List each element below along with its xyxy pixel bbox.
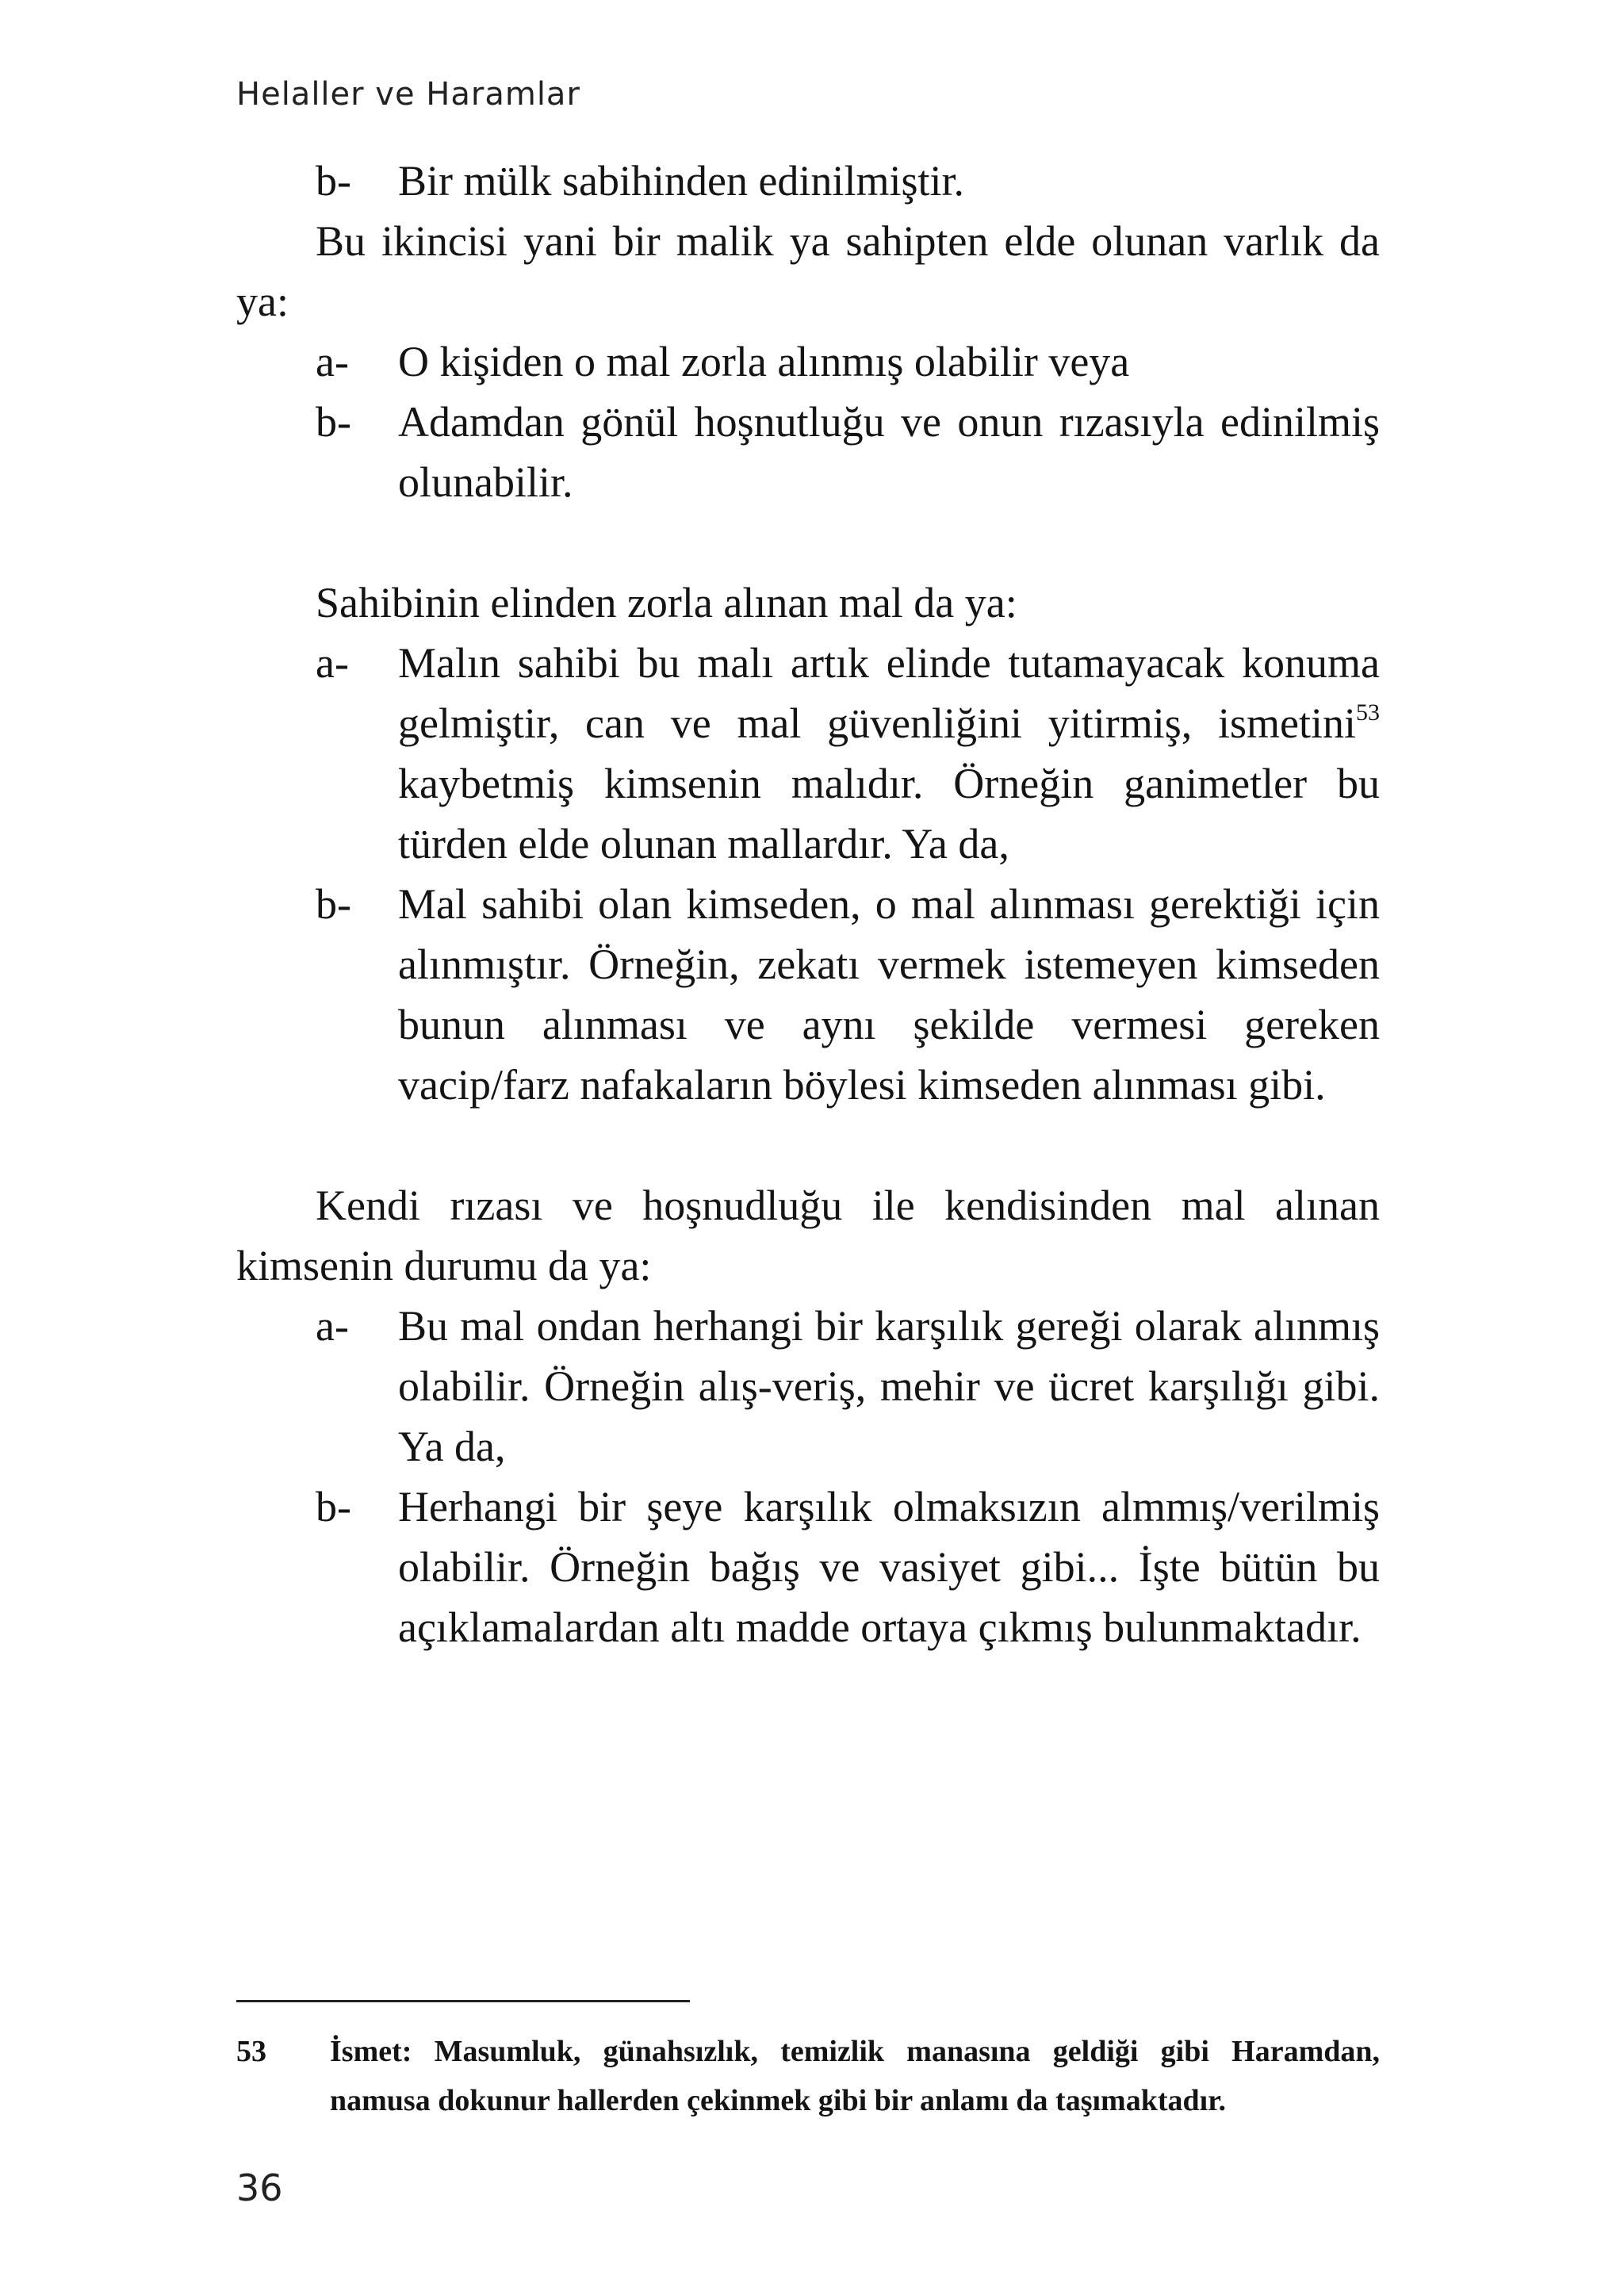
list-item-b xyxy=(236,151,1380,211)
list-marker: a- xyxy=(316,338,349,385)
list-marker: a- xyxy=(316,639,349,687)
list-item-text-continued: kaybetmiş kimsenin malıdır. Örneğin ganimetler bu türden elde olunan mallardır. Ya da, xyxy=(398,760,1380,868)
list-item-b xyxy=(236,1477,1380,1657)
list-item-text: O kişiden o mal zorla alınmış olabilir veya xyxy=(398,338,1130,385)
list-item-text: Adamdan gönül hoşnutluğu ve onun rızasıyla edinilmiş olunabilir. xyxy=(398,398,1380,506)
running-head: Helaller ve Haramlar xyxy=(236,76,580,113)
footnote xyxy=(236,2027,1380,2125)
page-number: 36 xyxy=(236,2166,283,2209)
list-item-text: Malın sahibi bu malı artık elinde tutamayacak konuma gelmiştir, can ve mal güvenliğini yitirmiş, ismetini xyxy=(398,639,1380,747)
list-marker: b- xyxy=(316,880,351,928)
paragraph-intro: Kendi rızası ve hoşnudluğu ile kendisinden mal alınan kimsenin durumu da ya: xyxy=(236,1182,1380,1289)
list-item-text: Mal sahibi olan kimseden, o mal alınması gerektiği için alınmıştır. Örneğin, zekatı vermek istemeyen kimseden bunun alınması ve aynı şekilde vermesi gereken vacip/farz nafakaların böylesi kimseden alınması gibi. xyxy=(398,880,1380,1109)
paragraph-gap xyxy=(236,512,1380,573)
footnote-number: 53 xyxy=(236,2035,266,2068)
list-item-text: Bu mal ondan herhangi bir karşılık gereği olarak alınmış olabilir. Örneğin alış-veriş, mehir ve ücret karşılığı gibi. Ya da, xyxy=(398,1302,1380,1470)
list-item-b xyxy=(236,874,1380,1115)
paragraph-intro: Sahibinin elinden zorla alınan mal da ya: xyxy=(316,579,1017,626)
list-marker: b- xyxy=(316,1483,351,1530)
list-item-a xyxy=(236,1296,1380,1477)
body-text xyxy=(236,151,1380,1657)
list-marker: b- xyxy=(316,398,351,446)
list-item-a xyxy=(236,633,1380,874)
list-item-a xyxy=(236,331,1380,392)
list-marker: b- xyxy=(316,157,351,205)
paragraph-gap xyxy=(236,1115,1380,1175)
list-marker: a- xyxy=(316,1302,349,1350)
paragraph-intro: Bu ikincisi yani bir malik ya sahipten elde olunan varlık da ya: xyxy=(236,217,1380,325)
list-item-b xyxy=(236,392,1380,512)
list-item-text: Herhangi bir şeye karşılık olmaksızın almmış/verilmiş olabilir. Örneğin bağış ve vasiyet gibi... İşte bütün bu açıklamalardan altı madde ortaya çıkmış bulunmaktadır. xyxy=(398,1483,1380,1651)
footnote-reference: 53 xyxy=(1356,699,1380,726)
footnote-text: İsmet: Masumluk, günahsızlık, temizlik manasına geldiği gibi Haramdan, namusa dokunur hallerden çekinmek gibi bir anlamı da taşımaktadır. xyxy=(330,2035,1380,2117)
footnote-divider xyxy=(236,2000,690,2002)
list-item-text: Bir mülk sabihinden edinilmiştir. xyxy=(398,157,964,205)
